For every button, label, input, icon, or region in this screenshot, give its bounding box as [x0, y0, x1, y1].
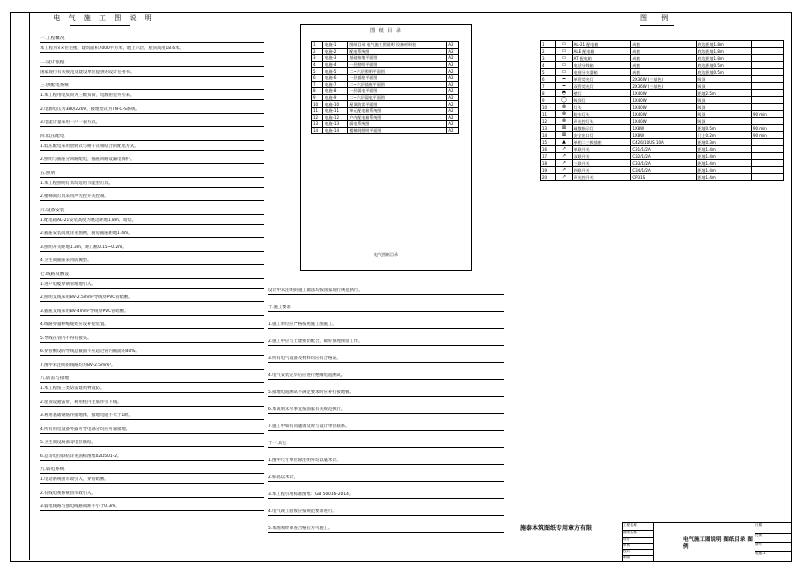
legend-cell-note [751, 167, 783, 174]
notes-line: 3.插座支线采用BV-4mm²导线穿PVC管暗敷。 [40, 309, 264, 316]
legend-cell-spec: 1X8W [631, 132, 696, 139]
notes-line: 国家现行有关规范及建设单位提供的设计任务书。 [40, 70, 264, 77]
legend-cell-install: 底边距地0.5m [696, 69, 751, 76]
drawing-list-row [312, 74, 459, 81]
notes-line: 4.电气安装完毕后应进行绝缘电阻测试。 [268, 373, 504, 380]
title-block-cell: 审核 [623, 543, 654, 550]
legend-row [541, 160, 784, 167]
notes-line: 1.施工单位应严格按照施工图施工。 [268, 322, 504, 329]
notes-line: 2.标高以米计。 [268, 475, 504, 482]
legend-row [541, 83, 784, 90]
notes-line: 设计中未注明的施工做法均按国家现行规范执行。 [268, 288, 504, 295]
legend-cell-install: 底边距地1.8m [696, 55, 751, 62]
drawing-list-cell-name: 屋顶防雷平面图 [348, 101, 447, 108]
drawing-list-row [312, 94, 459, 101]
legend-cell-name: 电话分线箱 [572, 62, 631, 69]
legend-cell-spec: C34/1/2A [631, 167, 696, 174]
legend-cell-no: 8 [541, 90, 556, 97]
legend-cell-spec: CP31S [631, 174, 696, 181]
legend-cell-no: 15 [541, 139, 556, 146]
notes-line: 3.利用基础钢筋作接地体，接地电阻不大于1欧。 [40, 413, 264, 420]
legend-cell-install: 吸顶 [696, 104, 751, 111]
notes-line: 7.图中未注明的线路均为BV-2.5mm²。 [40, 363, 264, 370]
legend-cell-no: 19 [541, 167, 556, 174]
title-block [622, 522, 791, 561]
drawing-list-cell-size: A2 [447, 121, 459, 128]
legend-symbol-icon: ↗ [556, 167, 572, 174]
drawing-list-cell-code: 电施-13 [323, 121, 348, 128]
legend-cell-note [751, 104, 783, 111]
drawing-list-cell-no: 9 [312, 94, 323, 101]
legend-row [541, 41, 784, 48]
legend-cell-install: 距地1.4m [696, 174, 751, 181]
legend-cell-note: 90 min [751, 111, 783, 118]
legend-cell-name: 双联开关 [572, 153, 631, 160]
legend-cell-name: 声光控灯头 [572, 118, 631, 125]
legend-cell-no: 2 [541, 48, 556, 55]
legend-cell-no: 14 [541, 132, 556, 139]
legend-row [541, 146, 784, 153]
drawing-list-row [312, 127, 459, 134]
legend-cell-spec: 1X40W [631, 104, 696, 111]
legend-cell-name: ALE 配电箱 [572, 48, 631, 55]
title-block-cell: 工程名称 [623, 523, 654, 531]
drawing-list-cell-no: 2 [312, 48, 323, 55]
legend-symbol-icon: ⊗ [556, 111, 572, 118]
legend-cell-spec: 成套 [631, 69, 696, 76]
legend-row [541, 62, 784, 69]
drawing-list-row [312, 121, 459, 128]
legend-cell-name: 单联开关 [572, 146, 631, 153]
legend-row [541, 139, 784, 146]
drawing-list-row [312, 101, 459, 108]
notes-line: 4.卫生间插座采用防溅型。 [40, 258, 264, 265]
notes-line: 6.本说明未尽事宜按国家有关规范执行。 [268, 407, 504, 414]
legend-cell-spec: 1X8W [631, 125, 696, 132]
drawing-list-cell-no: 7 [312, 81, 323, 88]
drawing-list-cell-code: 电施-11 [323, 107, 348, 114]
notes-section-heading: 四.低压配电 [40, 134, 264, 141]
drawing-list-cell-code: 电施-10 [323, 101, 348, 108]
legend-table [540, 40, 784, 181]
legend-cell-name: 单相二三极插座 [572, 139, 631, 146]
legend-cell-note [751, 174, 783, 181]
drawing-list-row [312, 61, 459, 68]
legend-cell-install: 距地1.4m [696, 160, 751, 167]
company-name: 施泰本筑图纸专用章方有限 [520, 525, 593, 532]
legend-cell-spec: 成套 [631, 62, 696, 69]
notes-line: 十.施工要求 [268, 305, 504, 312]
legend-row [541, 111, 784, 118]
binding-margin-line [29, 12, 30, 560]
notes-line: 1.低压配电采用放射式与树干式相结合的配电方式。 [40, 144, 264, 151]
legend-symbol-icon: ▭ [556, 55, 572, 62]
drawing-list-cell-no: 4 [312, 61, 323, 68]
drawing-list-row [312, 55, 459, 62]
drawing-list-cell-name: 弱电系统图 [348, 121, 447, 128]
legend-cell-note [751, 62, 783, 69]
legend-cell-name: 疏散指示灯 [572, 125, 631, 132]
legend-cell-name: 安全出口灯 [572, 132, 631, 139]
drawing-list-cell-name: 楼梯间照明平面图 [348, 127, 447, 134]
legend-cell-note: 90 min [751, 125, 783, 132]
drawing-list-cell-name: 一层照明平面图 [348, 61, 447, 68]
legend-cell-spec: 成套 [631, 55, 696, 62]
legend-cell-no: 12 [541, 118, 556, 125]
notes-line: 4.线路穿越伸缩缝处应设补偿装置。 [40, 322, 264, 329]
drawing-list-row [312, 68, 459, 75]
legend-cell-note [751, 118, 783, 125]
notes-line: 5.接地电阻测试不满足要求时应补打接地极。 [268, 390, 504, 397]
legend-cell-name: 防水灯头 [572, 111, 631, 118]
notes-left-column [40, 14, 264, 554]
title-block-cell: 图纸名称 [623, 530, 654, 538]
legend-symbol-icon: ▭ [556, 69, 572, 76]
notes-line: 1.本工程按三类防雷建筑物设防。 [40, 386, 264, 393]
notes-line: 2.照明支线采用BV-2.5mm²导线穿PVC管暗敷。 [40, 295, 264, 302]
drawing-list-cell-no: 12 [312, 114, 323, 121]
drawing-list-cell-name: 二~六层弱电平面图 [348, 94, 447, 101]
drawing-list-cell-code: 电施-5 [323, 68, 348, 75]
drawing-list-cell-no: 11 [312, 107, 323, 114]
legend-cell-no: 9 [541, 97, 556, 104]
legend-row [541, 104, 784, 111]
title-block-cell: 校对 [623, 549, 654, 556]
legend-cell-name: AL-21 配电箱 [572, 41, 631, 48]
drawing-list-cell-code: 电施-6 [323, 74, 348, 81]
legend-cell-no: 18 [541, 160, 556, 167]
drawing-list-cell-size: A2 [447, 107, 459, 114]
title-block-cell: 电施-1 [755, 551, 792, 562]
legend-cell-name: 四联开关 [572, 167, 631, 174]
notes-line: 1.本工程照明灯具均选用节能型灯具。 [40, 181, 264, 188]
legend-cell-install: 距地1.4m [696, 167, 751, 174]
notes-line: 3.所有电气设备及材料均应有合格证。 [268, 356, 504, 363]
drawing-list-box [300, 24, 472, 271]
legend-cell-name: 电视分支器箱 [572, 69, 631, 76]
legend-row [541, 69, 784, 76]
legend-title-underline [640, 25, 674, 26]
legend-cell-spec: 1X40W [631, 111, 696, 118]
drawing-list-cell-code: 电施-1 [323, 42, 348, 49]
legend-cell-spec: 2X36W (三基色) [631, 83, 696, 90]
legend-cell-install: 距地1.4m [696, 153, 751, 160]
legend-cell-spec: C32/1/2A [631, 153, 696, 160]
notes-section-heading: 七.线路及敷设 [40, 272, 264, 279]
legend-symbol-icon: ◓ [556, 90, 572, 97]
drawing-list-row [312, 48, 459, 55]
notes-section-heading: 二.设计依据 [40, 60, 264, 67]
drawing-list-cell-name: 一层弱电平面图 [348, 88, 447, 95]
drawing-list-footer: 电气图纸目录 [374, 252, 398, 257]
drawing-list-cell-size: A2 [447, 127, 459, 134]
title-block-cell: 图号 [755, 542, 792, 552]
legend-row [541, 76, 784, 83]
title-block-drawing-name: 电气施工图说明 图纸目录 图例 [683, 537, 753, 550]
legend-symbol-icon: ▭ [556, 48, 572, 55]
legend-symbol-icon: ⊗ [556, 104, 572, 111]
legend-cell-install: 吸顶 [696, 76, 751, 83]
legend-cell-no: 5 [541, 69, 556, 76]
legend-symbol-icon: ━ [556, 83, 572, 90]
legend-symbol-icon: ━ [556, 76, 572, 83]
legend-cell-note [751, 55, 783, 62]
legend-symbol-icon: ⊠ [556, 132, 572, 139]
legend-row [541, 174, 784, 181]
drawing-list-cell-code: 电施-9 [323, 94, 348, 101]
legend-symbol-icon: ↗ [556, 146, 572, 153]
drawing-list-table [311, 41, 459, 134]
legend-cell-note [751, 48, 783, 55]
notes-line: 本工程为××住宅楼，建筑面积7000平方米，地上六层，屋顶高度18.6米。 [40, 46, 264, 53]
drawing-list-row [312, 42, 459, 49]
drawing-list-cell-no: 8 [312, 88, 323, 95]
notes-line: 1.电话系统由市政引入，穿管暗敷。 [40, 477, 264, 484]
drawing-list-cell-name: 图纸目录 电气施工图说明 设备材料表 [348, 42, 447, 49]
drawing-list-cell-code: 电施-14 [323, 127, 348, 134]
drawing-list-cell-no: 3 [312, 55, 323, 62]
notes-section-heading: 八.防雷与接地 [40, 376, 264, 383]
legend-row [541, 153, 784, 160]
legend-cell-no: 3 [541, 55, 556, 62]
drawing-list-cell-size: A2 [447, 114, 459, 121]
legend-symbol-icon: ◯ [556, 97, 572, 104]
legend-symbol-icon: ⊠ [556, 125, 572, 132]
legend-symbol-icon: ▭ [556, 41, 572, 48]
legend-cell-no: 20 [541, 174, 556, 181]
legend-cell-spec: 2X36W (三基色) [631, 76, 696, 83]
legend-row [541, 90, 784, 97]
drawing-list-cell-name: 户内配电箱系统图 [348, 114, 447, 121]
legend-cell-no: 1 [541, 41, 556, 48]
drawing-list-cell-code: 电施-12 [323, 114, 348, 121]
notes-title: 电 气 施 工 图 说 明 [53, 14, 155, 22]
notes-line: 5.本图须经审查合格后方可施工。 [268, 526, 504, 533]
legend-cell-spec: 成套 [631, 41, 696, 48]
notes-line: 3.本工程引用标准图集：GB 50016-2014。 [268, 492, 504, 499]
notes-line: 4.电气竣工验收应按规范要求进行。 [268, 509, 504, 516]
drawing-list-cell-size: A2 [447, 94, 459, 101]
notes-section-heading: 六.设备安装 [40, 208, 264, 215]
legend-cell-note [751, 76, 783, 83]
legend-cell-install: 吸顶 [696, 111, 751, 118]
legend-row [541, 125, 784, 132]
legend-cell-spec: 1X40W [631, 97, 696, 104]
legend-cell-no: 7 [541, 83, 556, 90]
legend-cell-no: 4 [541, 62, 556, 69]
drawing-list-cell-no: 10 [312, 101, 323, 108]
notes-line: 3.照明开关距地1.3m，距门框0.15~0.2m。 [40, 245, 264, 252]
legend-cell-install: 距地0.5m [696, 125, 751, 132]
title-block-cell: 比例 [755, 533, 792, 543]
notes-line: 7.施工中如有问题请及时与设计单位联系。 [268, 424, 504, 431]
drawing-list-cell-size: A2 [447, 74, 459, 81]
notes-line: 2.照明与插座分回路配电，插座回路设漏电保护。 [40, 157, 264, 164]
drawing-list-cell-code: 电施-4 [323, 61, 348, 68]
legend-cell-no: 17 [541, 153, 556, 160]
legend-cell-install: 门上0.2m [696, 132, 751, 139]
legend-cell-note [751, 69, 783, 76]
legend-row [541, 55, 784, 62]
legend-cell-install: 距地2.5m [696, 90, 751, 97]
notes-line: 2.屋顶设避雷带，利用柱内主筋作引下线。 [40, 400, 264, 407]
drawing-list-cell-size: A2 [447, 61, 459, 68]
drawing-list-cell-name: 配电系统图 [348, 48, 447, 55]
drawing-list-cell-name: 二~六层照明平面图 [348, 68, 447, 75]
legend-symbol-icon: ▭ [556, 62, 572, 69]
legend-cell-install: 吸顶 [696, 97, 751, 104]
legend-cell-note [751, 90, 783, 97]
notes-line: 3.弱电线路与强电线路间距不小于0.3m。 [40, 504, 264, 511]
legend-cell-no: 13 [541, 125, 556, 132]
drawing-list-cell-size: A2 [447, 55, 459, 62]
drawing-list-cell-no: 6 [312, 74, 323, 81]
drawing-list-row [312, 114, 459, 121]
notes-line: 5.导线在管内不得有接头。 [40, 336, 264, 343]
drawing-list-cell-size: A2 [447, 48, 459, 55]
drawing-list-cell-name: 一层插座平面图 [348, 74, 447, 81]
notes-line: 5.卫生间设局部等电位联结。 [40, 440, 264, 447]
legend-cell-install: 距地0.3m [696, 139, 751, 146]
legend-cell-name: 吸顶灯 [572, 97, 631, 104]
drawing-list-cell-code: 电施-3 [323, 55, 348, 62]
legend-cell-install: 底边距地1.8m [696, 41, 751, 48]
notes-section-heading: 三.供配电系统 [40, 83, 264, 90]
legend-row [541, 118, 784, 125]
legend-row [541, 132, 784, 139]
notes-line: 2.电源电压为380/220V，接地型式为TN-C-S系统。 [40, 107, 264, 114]
legend-cell-note [751, 83, 783, 90]
legend-cell-note [751, 41, 783, 48]
drawing-list-cell-size: A2 [447, 101, 459, 108]
notes-section-heading: 一.工程概况 [40, 36, 264, 43]
title-block-cell: 设计 [623, 537, 654, 544]
drawing-list-cell-size: A2 [447, 68, 459, 75]
drawing-list-cell-no: 5 [312, 68, 323, 75]
notes-line: 1.本工程用电负荷为三级负荷，电源由室外引来。 [40, 93, 264, 100]
title-block-cell: 日期 [755, 523, 792, 534]
legend-cell-name: 灯头 [572, 104, 631, 111]
legend-title: 图 例 [640, 14, 675, 22]
legend-symbol-icon: ⊗ [556, 118, 572, 125]
drawing-list-cell-code: 电施-7 [323, 81, 348, 88]
legend-cell-install: 吸顶 [696, 118, 751, 125]
legend-cell-note: 90 min [751, 132, 783, 139]
drawing-list-cell-name: 基础接地平面图 [348, 55, 447, 62]
notes-line: 6.穿管敷设的导线总截面不应超过管内截面的40%。 [40, 349, 264, 356]
drawing-list-cell-size: A2 [447, 42, 459, 49]
notes-middle-column [268, 288, 504, 554]
notes-line: 2.有线电视系统由市政引入。 [40, 491, 264, 498]
legend-cell-spec: 1X40W [631, 118, 696, 125]
legend-row [541, 48, 784, 55]
notes-line: 1.配电箱AL-21安装高度为底边距地1.8m，暗装。 [40, 218, 264, 225]
drawing-list-cell-size: A2 [447, 88, 459, 95]
legend-cell-note [751, 153, 783, 160]
legend-cell-spec: 1X40W [631, 90, 696, 97]
drawing-list-cell-code: 电施-8 [323, 88, 348, 95]
drawing-list-row [312, 107, 459, 114]
drawing-list-cell-size: A2 [447, 81, 459, 88]
legend-cell-name: 单管荧光灯 [572, 76, 631, 83]
legend-cell-name: AT 配电箱 [572, 55, 631, 62]
legend-cell-no: 16 [541, 146, 556, 153]
notes-line: 2.插座安装高度详见图例，厨房插座距地1.4m。 [40, 231, 264, 238]
legend-cell-no: 10 [541, 104, 556, 111]
notes-line: 4.所有用电设备外露可导电部分均应可靠接地。 [40, 427, 264, 434]
legend-cell-spec: C33/1/2A [631, 160, 696, 167]
legend-cell-spec: C426/10US 10A [631, 139, 696, 146]
legend-cell-spec: C31/1/2A [631, 146, 696, 153]
legend-cell-name: 声光控开关 [572, 174, 631, 181]
legend-cell-note [751, 146, 783, 153]
legend-symbol-icon: ↗ [556, 174, 572, 181]
drawing-list-cell-code: 电施-2 [323, 48, 348, 55]
drawing-list-cell-no: 13 [312, 121, 323, 128]
legend-symbol-icon: ↗ [556, 153, 572, 160]
notes-line: 2.施工中应与土建密切配合，做好预埋预留工作。 [268, 339, 504, 346]
notes-section-heading: 五.照明 [40, 171, 264, 178]
notes-line: 十一.其它 [268, 441, 504, 448]
notes-line: 1.进户电缆穿钢管埋地引入。 [40, 282, 264, 289]
notes-line: 1.图中尺寸单位除注明外均以毫米计。 [268, 458, 504, 465]
notes-line: 6.总等电位联结详见国标图集02D501-2。 [40, 454, 264, 461]
notes-section-heading: 九.弱电系统 [40, 467, 264, 474]
legend-cell-no: 11 [541, 111, 556, 118]
legend-cell-note [751, 139, 783, 146]
legend-cell-name: 壁灯 [572, 90, 631, 97]
legend-symbol-icon: ↗ [556, 160, 572, 167]
drawing-list-title: 图 纸 目 录 [370, 28, 402, 34]
legend-cell-no: 6 [541, 76, 556, 83]
legend-cell-install: 底边距地0.5m [696, 62, 751, 69]
drawing-list-row [312, 88, 459, 95]
legend-cell-note [751, 97, 783, 104]
drawing-list-cell-no: 14 [312, 127, 323, 134]
legend-cell-note [751, 160, 783, 167]
legend-cell-install: 吸顶 [696, 83, 751, 90]
drawing-list-cell-name: 二~六层插座平面图 [348, 81, 447, 88]
drawing-list-cell-no: 1 [312, 42, 323, 49]
notes-line: 3.电能计量采用一户一表方式。 [40, 120, 264, 127]
legend-cell-install: 底边距地1.8m [696, 48, 751, 55]
legend-cell-name: 双管荧光灯 [572, 83, 631, 90]
legend-cell-install: 距地1.4m [696, 146, 751, 153]
legend-row [541, 97, 784, 104]
legend-symbol-icon: ▲ [556, 139, 572, 146]
drawing-list-row [312, 81, 459, 88]
legend-cell-name: 三联开关 [572, 160, 631, 167]
notes-line: 2.楼梯间灯具采用声光控开关控制。 [40, 194, 264, 201]
legend-row [541, 167, 784, 174]
title-block-cell: 制图 [623, 555, 654, 562]
drawing-list-cell-name: 单元配电箱系统图 [348, 107, 447, 114]
legend-cell-spec: 成套 [631, 48, 696, 55]
